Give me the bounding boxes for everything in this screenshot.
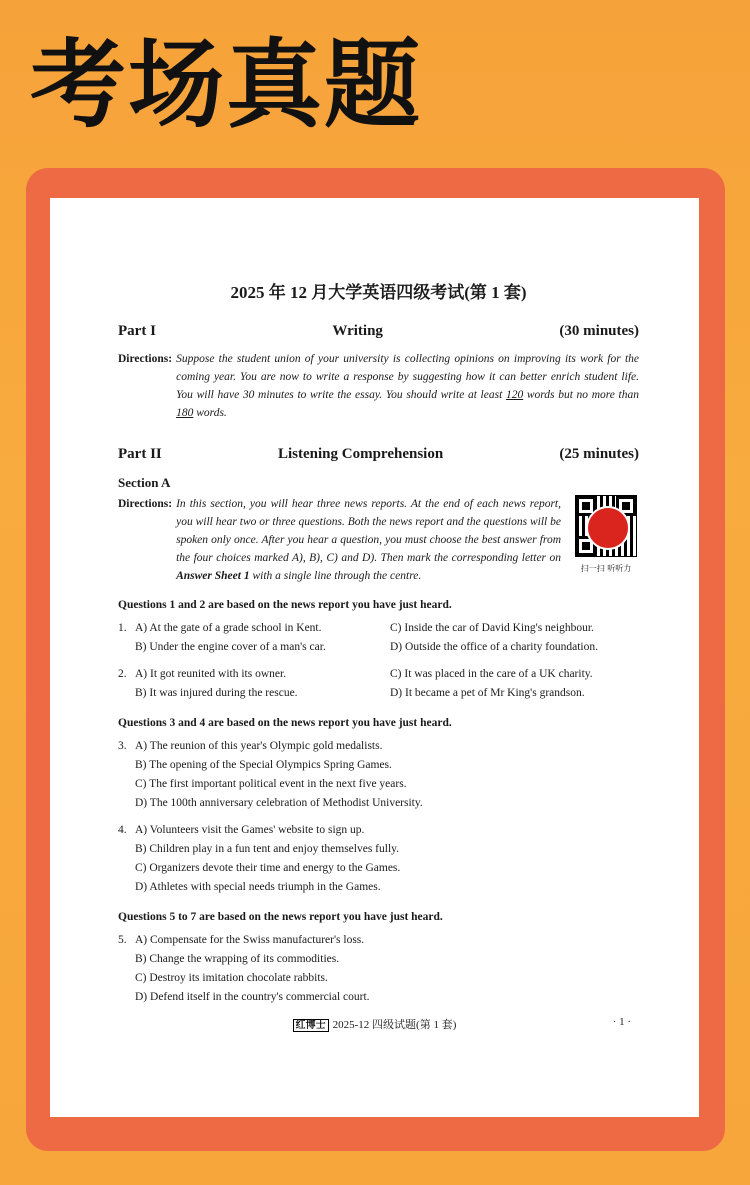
min-words: 120 <box>505 389 524 401</box>
exam-title: 2025 年 12 月大学英语四级考试(第 1 套) <box>230 283 527 302</box>
part1-dir-c: words. <box>193 407 227 419</box>
q1-option-d: D) Outside the office of a charity foundation. <box>390 641 598 653</box>
part2-directions <box>118 495 639 585</box>
question-group-3: Questions 5 to 7 are based on the news report you have just heard. <box>118 911 443 923</box>
q3-option-c: C) The first important political event in the next five years. <box>135 778 407 790</box>
part1-time: (30 minutes) <box>559 323 639 339</box>
part1-directions-label: Directions: <box>118 353 173 365</box>
q5-option-d: D) Defend itself in the country's commercial court. <box>135 991 370 1003</box>
part1-dir-b: words but no more than <box>523 389 639 401</box>
footer-brand: 红博士 <box>293 1019 329 1032</box>
part1-directions-text <box>176 350 639 422</box>
page-number: · 1 · <box>612 1016 631 1028</box>
q3-number: 3. <box>118 740 127 752</box>
q5-option-c: C) Destroy its imitation chocolate rabbits. <box>135 972 328 984</box>
part2-name: Listening Comprehension <box>278 446 444 462</box>
q4-option-a: A) Volunteers visit the Games' website to sign up. <box>135 824 365 836</box>
part2-time: (25 minutes) <box>559 446 639 462</box>
q4-option-b: B) Children play in a fun tent and enjoy themselves fully. <box>135 843 400 855</box>
q2-option-b: B) It was injured during the rescue. <box>135 687 298 699</box>
part2-label: Part II <box>118 446 162 462</box>
part2-dir-b: with a single line through the centre. <box>249 570 422 582</box>
q2-number: 2. <box>118 668 127 680</box>
part1-name: Writing <box>332 323 383 339</box>
q1-option-c: C) Inside the car of David King's neighbour. <box>390 622 594 634</box>
section-a-heading: Section A <box>118 475 171 490</box>
q3-option-a: A) The reunion of this year's Olympic gold medalists. <box>135 740 383 752</box>
q2-option-d: D) It became a pet of Mr King's grandson. <box>390 687 585 699</box>
question-group-2: Questions 3 and 4 are based on the news report you have just heard. <box>118 717 452 729</box>
q1-option-b: B) Under the engine cover of a man's car. <box>135 641 326 653</box>
qr-code[interactable] <box>573 495 639 585</box>
part1-label: Part I <box>118 323 156 339</box>
answer-sheet-label: Answer Sheet 1 <box>176 570 250 582</box>
q3-option-d: D) The 100th anniversary celebration of Methodist University. <box>135 797 423 809</box>
part1-directions <box>118 350 639 422</box>
q1-number: 1. <box>118 622 127 634</box>
q5-number: 5. <box>118 934 127 946</box>
page-footer <box>50 1016 699 1032</box>
banner-title: 考场真题 <box>30 29 422 141</box>
exam-page <box>50 198 699 1117</box>
brand-logo-icon <box>586 506 630 550</box>
question-1 <box>118 619 639 657</box>
q4-option-d: D) Athletes with special needs triumph in the Games. <box>135 881 381 893</box>
question-2 <box>118 665 639 703</box>
part2-dir-a: In this section, you will hear three news reports. At the end of each news report, you will hear two or three questions. Both the news report and the questions will be spoken only once. After you hear a question, you must choose the best answer from the four choices marked A), B), C) and D). Then mark the corresponding letter on <box>176 498 561 564</box>
part2-directions-label: Directions: <box>118 498 173 510</box>
question-group-1: Questions 1 and 2 are based on the news report you have just heard. <box>118 599 452 611</box>
q2-option-a: A) It got reunited with its owner. <box>135 668 287 680</box>
q5-option-b: B) Change the wrapping of its commodities. <box>135 953 340 965</box>
question-4 <box>118 821 639 897</box>
part2-header <box>118 446 639 463</box>
part2-directions-text <box>176 495 561 585</box>
q3-option-b: B) The opening of the Special Olympics Spring Games. <box>135 759 392 771</box>
part1-dir-a: Suppose the student union of your university is collecting opinions on improving its work for the coming year. You are now to write a response by suggesting how it can better enrich student life. You will have 30 minutes to write the essay. You should write at least <box>176 353 639 401</box>
qr-code-icon <box>575 495 637 557</box>
q1-option-a: A) At the gate of a grade school in Kent. <box>135 622 322 634</box>
q4-number: 4. <box>118 824 127 836</box>
question-3 <box>118 737 639 813</box>
q4-option-c: C) Organizers devote their time and energy to the Games. <box>135 862 401 874</box>
question-5 <box>118 931 639 1007</box>
q5-option-a: A) Compensate for the Swiss manufacturer's loss. <box>135 934 365 946</box>
qr-caption: 扫一扫 听听力 <box>580 564 632 573</box>
part1-header <box>118 323 639 340</box>
footer-text: 2025-12 四级试题(第 1 套) <box>332 1019 457 1031</box>
q2-option-c: C) It was placed in the care of a UK charity. <box>390 668 593 680</box>
max-words: 180 <box>176 407 194 419</box>
